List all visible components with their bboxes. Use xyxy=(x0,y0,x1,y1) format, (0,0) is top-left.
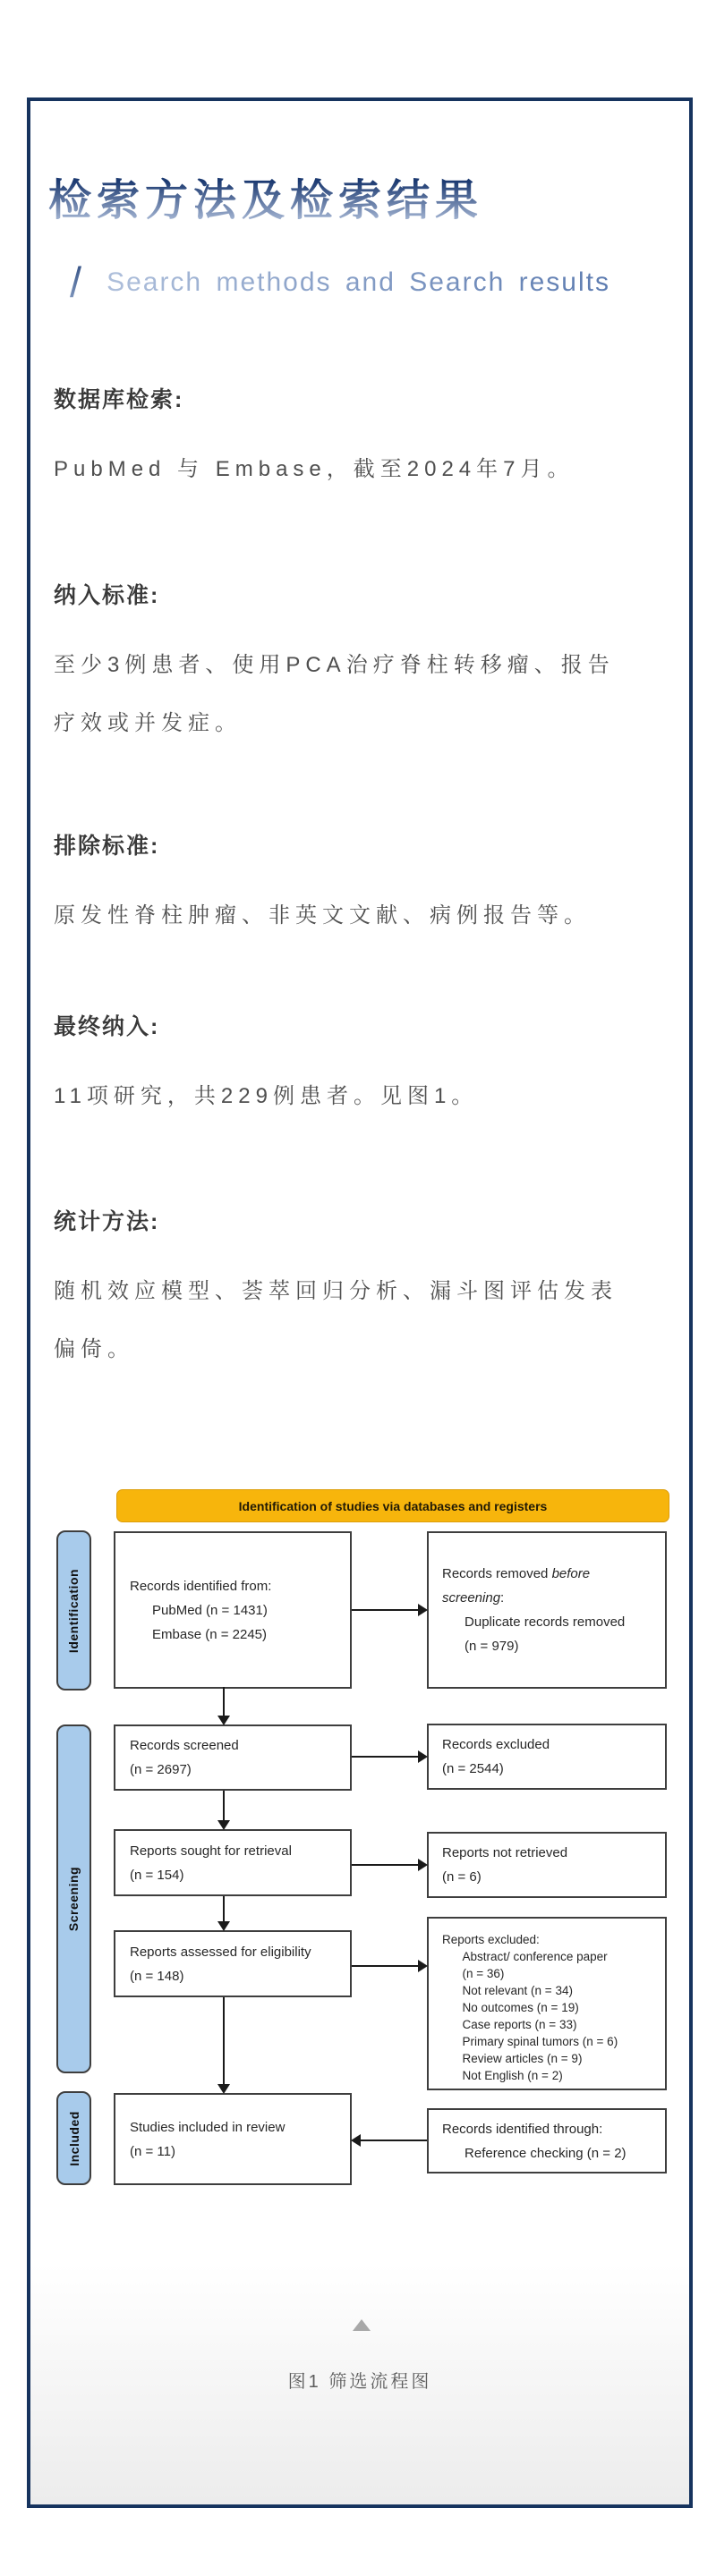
stage-screening xyxy=(56,1724,91,2073)
box-reports-excluded: Reports excluded: Abstract/ conference paper (n = 36) Not relevant (n = 34) No outcomes (n = 19) Case reports (n = 33) Primary spinal tumors (n = 6) Review articles (n = 9) Not English (n = 2) xyxy=(427,1917,667,2090)
stage-included xyxy=(56,2091,91,2185)
stage-identification xyxy=(56,1530,91,1690)
section-heading: 数据库检索: xyxy=(54,387,184,412)
triangle-up-icon xyxy=(353,2319,371,2331)
page-title: 检索方法及检索结果 xyxy=(48,177,484,225)
section-body: PubMed 与 Embase，截至2024年7月。 xyxy=(54,457,575,481)
arrow-down-icon xyxy=(223,1687,225,1716)
arrow-right-icon xyxy=(352,1965,418,1967)
diagram-banner: Identification of studies via databases and registers xyxy=(116,1489,669,1522)
stage-label: Identification xyxy=(66,1568,81,1653)
box-records-removed: Records removed before screening: Duplicate records removed (n = 979) xyxy=(427,1531,667,1689)
slash-decoration: / xyxy=(70,258,82,306)
box-studies-included: Studies included in review (n = 11) xyxy=(114,2093,352,2185)
section-body: 11项研究，共229例患者。见图1。 xyxy=(54,1084,479,1108)
box-reference-checking: Records identified through: Reference checking (n = 2) xyxy=(427,2108,667,2174)
box-reports-sought: Reports sought for retrieval (n = 154) xyxy=(114,1829,352,1896)
section-body: 随机效应模型、荟萃回归分析、漏斗图评估发表 偏倚。 xyxy=(54,1279,618,1361)
box-records-excluded: Records excluded (n = 2544) xyxy=(427,1724,667,1790)
stage-label: Included xyxy=(66,2110,81,2166)
box-reports-assessed: Reports assessed for eligibility (n = 148) xyxy=(114,1930,352,1997)
page-subtitle: Search methods and Search results xyxy=(107,260,610,305)
arrow-down-icon xyxy=(223,1791,225,1820)
figure-caption: 图1 筛选流程图 xyxy=(287,2372,432,2392)
box-reports-not-retrieved: Reports not retrieved (n = 6) xyxy=(427,1832,667,1898)
section-heading: 排除标准: xyxy=(54,834,160,859)
prisma-flow-diagram xyxy=(30,101,689,2504)
box-records-identified: Records identified from: PubMed (n = 1431) Embase (n = 2245) xyxy=(114,1531,352,1689)
section-heading: 纳入标准: xyxy=(54,583,160,608)
section-heading: 最终纳入: xyxy=(54,1014,160,1039)
stage-label: Screening xyxy=(66,1866,81,1932)
arrow-right-icon xyxy=(352,1609,418,1611)
section-heading: 统计方法: xyxy=(54,1209,160,1234)
arrow-right-icon xyxy=(352,1864,418,1866)
arrow-down-icon xyxy=(223,1896,225,1921)
section-body: 原发性脊柱肿瘤、非英文文献、病例报告等。 xyxy=(54,903,591,928)
arrow-left-icon xyxy=(361,2140,427,2141)
arrow-down-icon xyxy=(223,1997,225,2084)
content-card xyxy=(27,97,693,2508)
arrow-right-icon xyxy=(352,1756,418,1758)
section-body: 至少3例患者、使用PCA治疗脊柱转移瘤、报告 疗效或并发症。 xyxy=(54,653,615,735)
box-records-screened: Records screened (n = 2697) xyxy=(114,1724,352,1791)
